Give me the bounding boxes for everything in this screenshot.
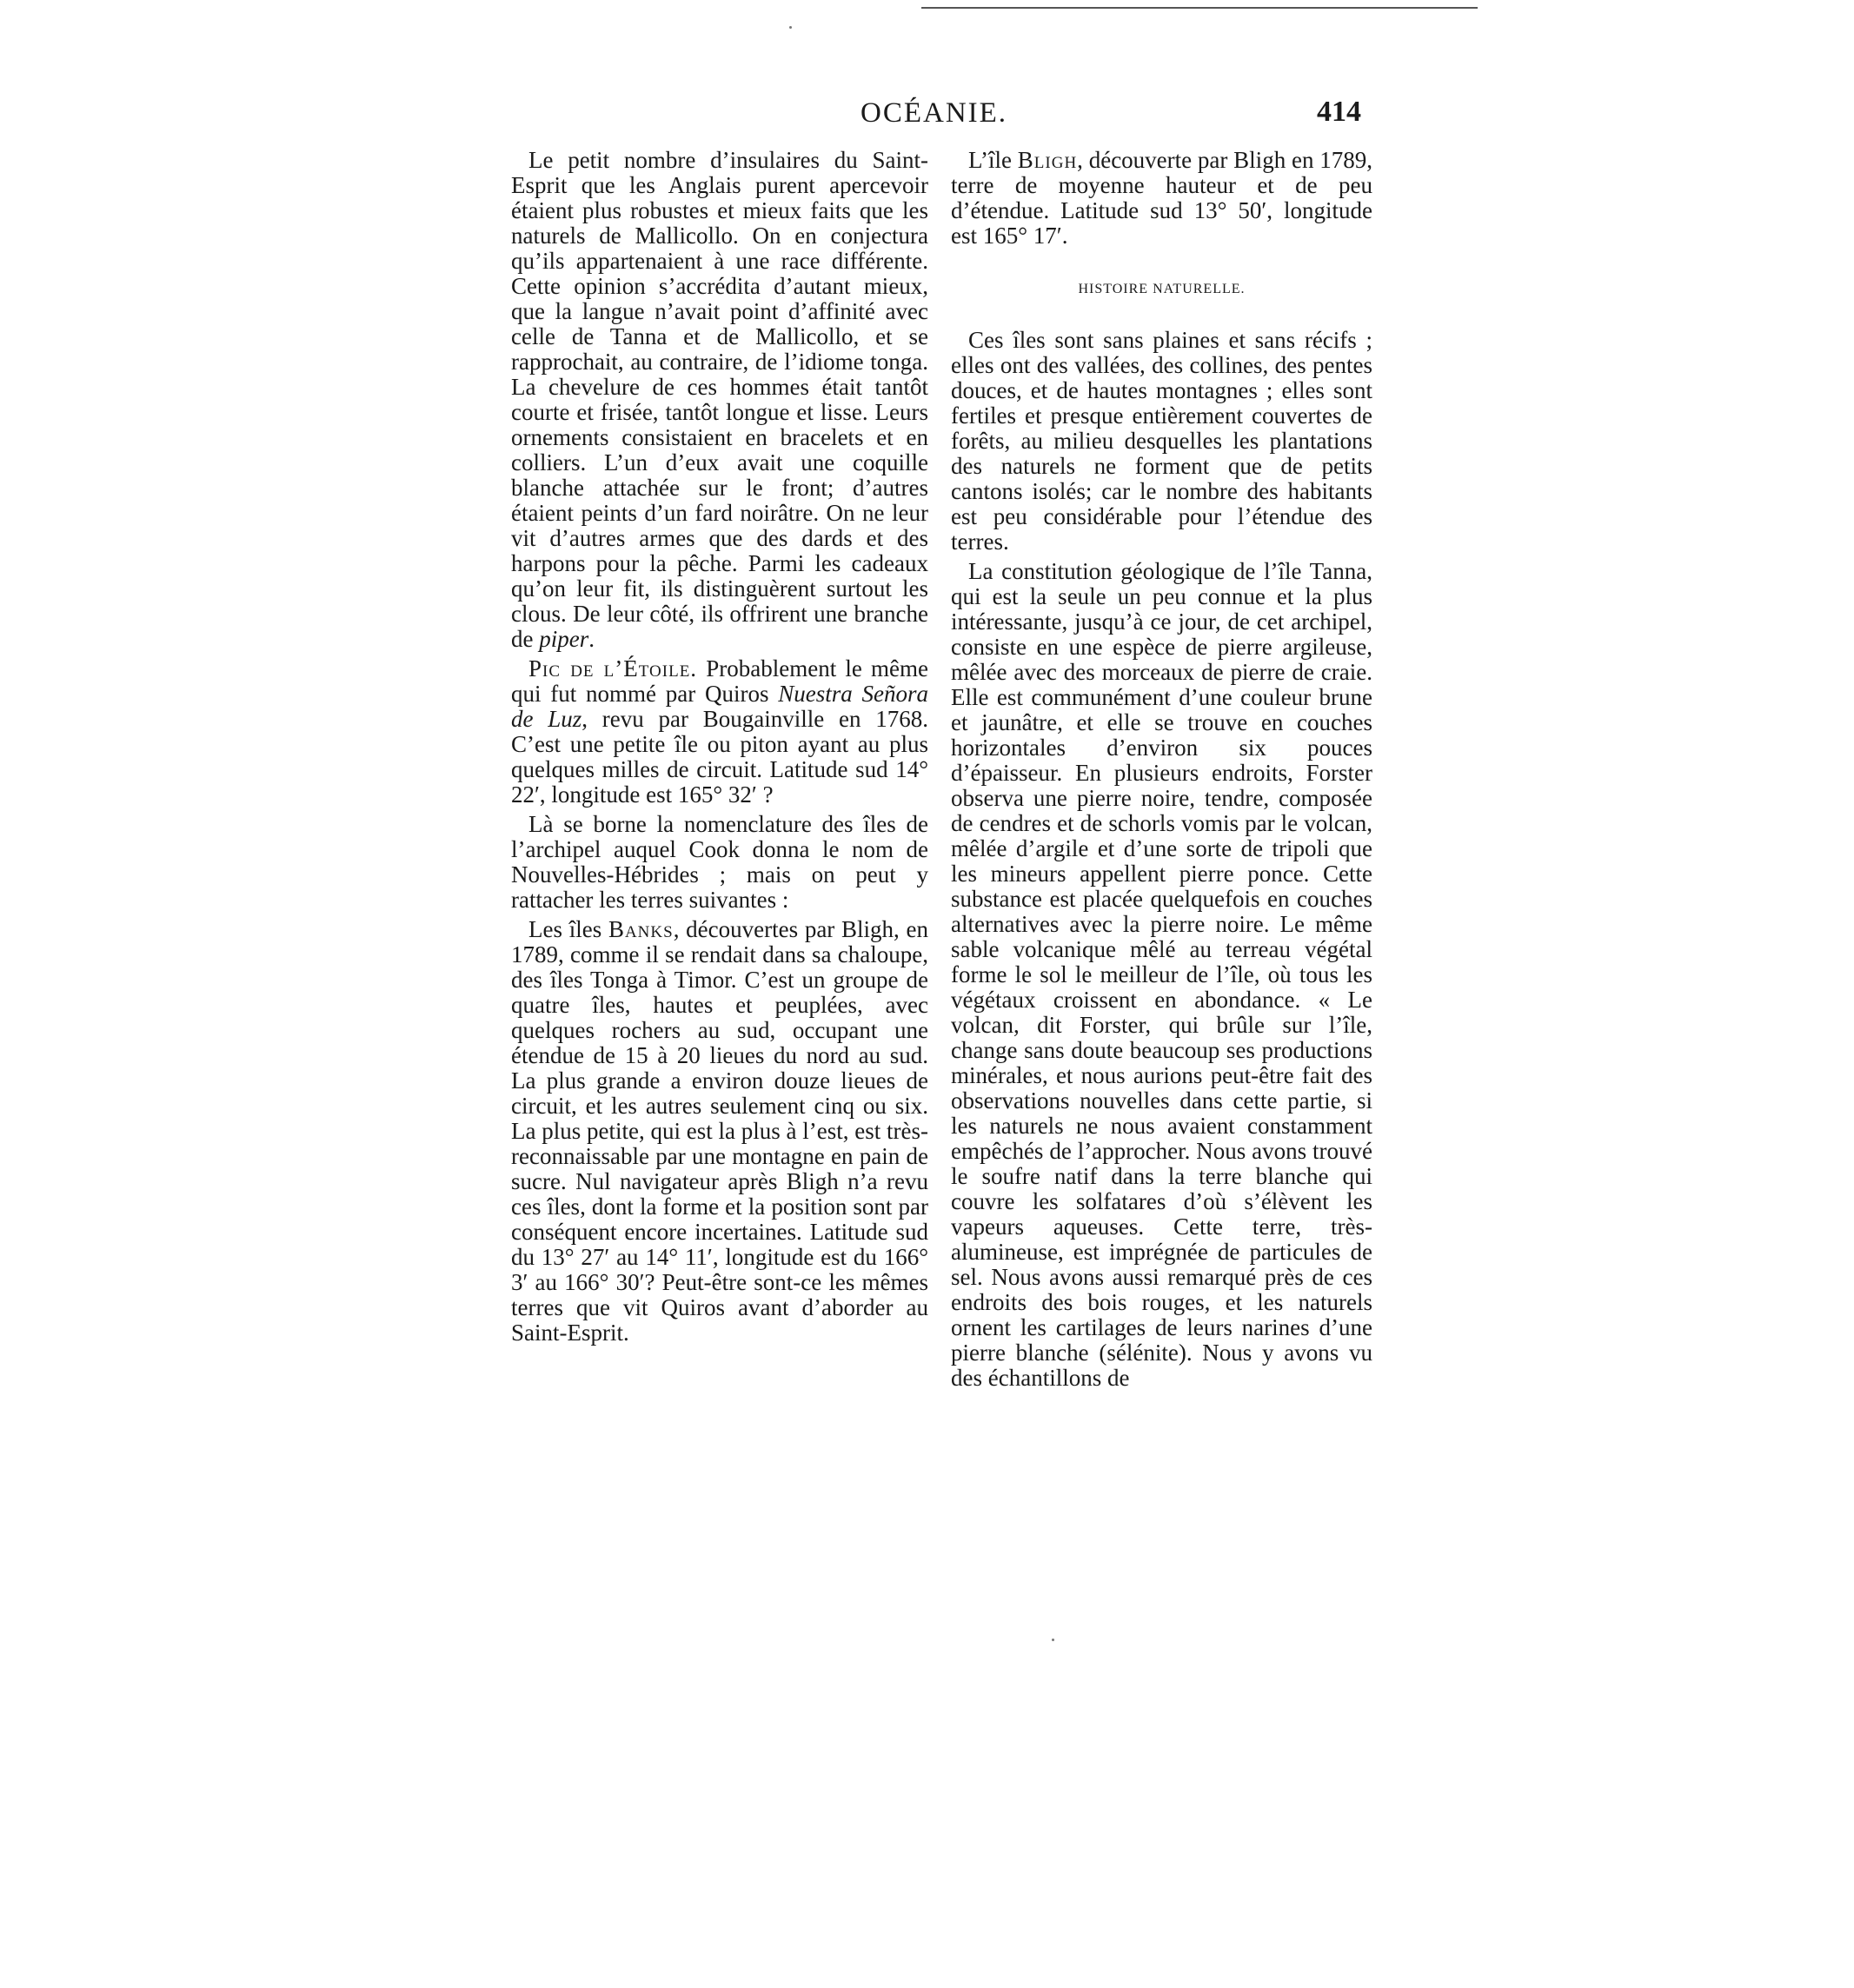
left-column [511,148,928,1350]
page-speck [789,26,792,29]
page-speck [1052,1639,1054,1641]
paragraph: La constitution géologique de l’île Tanna, qui est la seule un peu connue et la plus intéressante, jusqu’à ce jour, de cet archipel, consiste en une espèce de pierre argileuse, mêlée avec des morceaux de pierre de craie. Elle est communément d’une couleur brune et jaunâtre, et elle se trouve en couches horizontales d’environ six pouces d’épaisseur. En plusieurs endroits, Forster observa une pierre noire, tendre, composée de cendres et de schorls vomis par le volcan, mêlée d’argile et d’une sorte de tripoli que les mineurs appellent pierre ponce. Cette substance est placée quelquefois en couches alternatives avec la pierre noire. Le même sable volcanique mêlé au terreau végétal forme le sol le meilleur de l’île, où tous les végétaux croissent en abondance. « Le volcan, dit Forster, qui brûle sur l’île, change sans doute beaucoup ses productions minérales, et nous aurions peut-être fait des observations nouvelles dans cette partie, si les naturels ne nous avaient constamment empêchés de l’approcher. Nous avons trouvé le soufre natif dans la terre blanche qui couvre les solfatares d’où s’élèvent les vapeurs aqueuses. Cette terre, très-alumineuse, est imprégnée de particules de sel. Nous avons aussi remarqué près de ces endroits des bois rouges, et les naturels ornent les cartilages de leurs narines d’une pierre blanche (sélénite). Nous y avons vu des échantillons de [951,558,1372,1391]
place-name: Pic de l’Étoile. [528,655,698,682]
top-edge-rule [921,7,1478,9]
paragraph: Ces îles sont sans plaines et sans récifs ; elles ont des vallées, des collines, des pentes douces, et de hautes montagnes ; elles sont fertiles et presque entièrement couvertes de forêts, au milieu desquelles les plantations des naturels ne forment que de petits cantons isolés; car le nombre des habitants est peu considérable pour l’étendue des terres. [951,327,1372,555]
running-head: OCÉANIE. [861,97,1008,129]
right-column [951,148,1372,1395]
place-name: Banks [608,916,674,942]
paragraph: Les îles Banks, découvertes par Bligh, en 1789, comme il se rendait dans sa chaloupe, des îles Tonga à Timor. C’est un groupe de quatre îles, hautes et peuplées, avec quelques rochers au sud, occupant une étendue de 15 à 20 lieues du nord au sud. La plus grande a environ douze lieues de circuit, et les autres seulement cinq ou six. La plus petite, qui est la plus à l’est, est très-reconnaissable par une montagne en pain de sucre. Nul navigateur après Bligh n’a revu ces îles, dont la forme et la position sont par conséquent encore incertaines. Latitude sud du 13° 27′ au 14° 11′, longitude est du 166° 3′ au 166° 30′? Peut-être sont-ce les mêmes terres que vit Quiros avant d’aborder au Saint-Esprit. [511,916,928,1346]
paragraph: Le petit nombre d’insulaires du Saint-Esprit que les Anglais purent apercevoir étaient plus robustes et mieux faits que les naturels de Mallicollo. On en conjectura qu’ils appartenaient à une race différente. Cette opinion s’accrédita d’autant mieux, que la langue n’avait point d’affinité avec celle de Tanna et de Mallicollo, et se rapprochait, au contraire, de l’idiome tonga. La chevelure de ces hommes était tantôt courte et frisée, tantôt longue et lisse. Leurs ornements consistaient en bracelets et en colliers. L’un d’eux avait une coquille blanche attachée sur le front; d’autres étaient peints d’un fard noirâtre. On ne leur vit d’autres armes que des dards et des harpons pour la pêche. Parmi les cadeaux qu’on leur fit, ils distinguèrent surtout les clous. De leur côté, ils offrirent une branche de piper. [511,147,928,652]
paragraph: Là se borne la nomenclature des îles de l’archipel auquel Cook donna le nom de Nouvelles-Hébrides ; mais on peut y rattacher les terres suivantes : [511,811,928,913]
paragraph: L’île Bligh, découverte par Bligh en 1789, terre de moyenne hauteur et de peu d’étendue. Latitude sud 13° 50′, longitude est 165° 17′. [951,147,1372,249]
page-number: 414 [1317,96,1361,128]
paragraph: Pic de l’Étoile. Probablement le même qui fut nommé par Quiros Nuestra Señora de Luz, revu par Bougainville en 1768. C’est une petite île ou piton ayant au plus quelques milles de circuit. Latitude sud 14° 22′, longitude est 165° 32′ ? [511,655,928,808]
section-heading: HISTOIRE NATURELLE. [1078,282,1246,296]
place-name: Bligh [1017,147,1078,173]
